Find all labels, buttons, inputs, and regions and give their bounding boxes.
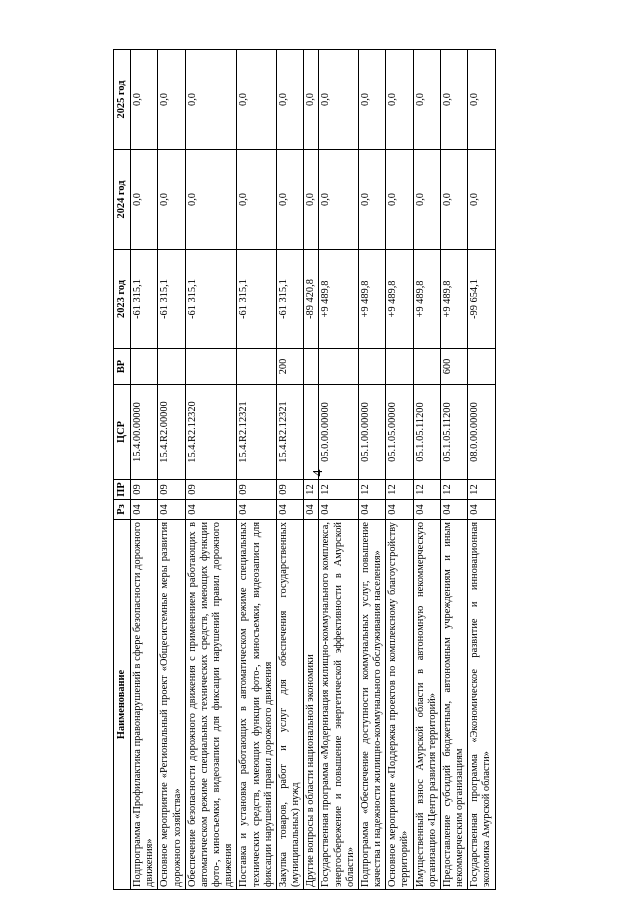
row-pr: 12 [319,480,359,500]
row-vr: 600 [440,349,467,385]
row-name: Государственная программа «Экономическое развитие и инновационная экономика Амурской области» [468,520,495,890]
header-pr: ПР [114,480,131,500]
row-2023: -61 315,1 [276,250,303,349]
row-csr: 05.1.00.00000 [358,385,385,480]
row-2023: +9 489,8 [440,250,467,349]
row-rz: 04 [440,500,467,520]
row-pr: 12 [304,480,319,500]
row-csr: 15.4.R2.12320 [185,385,237,480]
table-row [468,50,495,890]
row-pr: 09 [131,480,158,500]
row-pr: 09 [185,480,237,500]
row-name: Обеспечение безопасности дорожного движения с применением работающих в автоматическом режиме специальных технических средств, имеющих функции фото-, киносъемки, видеозаписи для фиксации нарушений правил дорожного движения [185,520,237,890]
table-row [276,50,303,890]
row-2025: 0,0 [185,50,237,150]
table-row [413,50,440,890]
table-row [185,50,237,890]
page-number: 4 [311,469,326,477]
row-csr: 15.4.R2.12321 [276,385,303,480]
row-rz: 04 [358,500,385,520]
row-2023: -61 315,1 [158,250,185,349]
header-csr: ЦСР [114,385,131,480]
row-2023: +9 489,8 [358,250,385,349]
row-rz: 04 [386,500,413,520]
row-name: Имущественный взнос Амурской области в автономную некоммерческую организацию «Центр развития территорий» [413,520,440,890]
table-row [304,50,319,890]
row-name: Подпрограмма «Профилактика правонарушений в сфере безопасности дорожного движения» [131,520,158,890]
row-2024: 0,0 [237,150,277,250]
row-vr [131,349,158,385]
row-rz: 04 [185,500,237,520]
row-name: Основное мероприятие «Поддержка проектов по комплексному благоустройству территорий» [386,520,413,890]
table-row [131,50,158,890]
row-rz: 04 [131,500,158,520]
row-2025: 0,0 [386,50,413,150]
row-2024: 0,0 [386,150,413,250]
row-csr: 15.4.R2.12321 [237,385,277,480]
row-rz: 04 [413,500,440,520]
row-2025: 0,0 [413,50,440,150]
row-pr: 09 [276,480,303,500]
row-2024: 0,0 [440,150,467,250]
header-name: Наименование [114,520,131,890]
row-2025: 0,0 [158,50,185,150]
row-2023: -61 315,1 [131,250,158,349]
row-vr [358,349,385,385]
row-2025: 0,0 [131,50,158,150]
row-csr [304,385,319,480]
row-2024: 0,0 [468,150,495,250]
row-rz: 04 [237,500,277,520]
row-rz: 04 [276,500,303,520]
row-csr: 05.1.05.00000 [386,385,413,480]
row-2025: 0,0 [468,50,495,150]
row-name: Государственная программа «Модернизация жилищно-коммунального комплекса, энергосбережение и повышение энергетической эффективности в Амурской области» [319,520,359,890]
row-rz: 04 [158,500,185,520]
table-row [158,50,185,890]
row-csr: 08.0.00.00000 [468,385,495,480]
rotated-page [113,50,553,890]
row-2024: 0,0 [131,150,158,250]
row-2024: 0,0 [304,150,319,250]
row-name: Основное мероприятие «Региональный проект «Общесистемные меры развития дорожного хозяйства» [158,520,185,890]
table-row [440,50,467,890]
row-2023: +9 489,8 [319,250,359,349]
row-pr: 12 [440,480,467,500]
row-name: Другие вопросы в области национальной экономики [304,520,319,890]
row-vr [386,349,413,385]
row-csr: 05.1.05.11200 [413,385,440,480]
row-pr: 12 [358,480,385,500]
row-pr: 12 [413,480,440,500]
row-vr [158,349,185,385]
row-2024: 0,0 [158,150,185,250]
row-csr: 05.1.05.11200 [440,385,467,480]
header-rz: Рз [114,500,131,520]
row-rz: 04 [319,500,359,520]
row-2023: -61 315,1 [237,250,277,349]
table-header-row [114,50,131,890]
row-2024: 0,0 [185,150,237,250]
row-vr [468,349,495,385]
header-vr: ВР [114,349,131,385]
row-vr [237,349,277,385]
row-name: Предоставление субсидий бюджетным, автономным учреждениям и иным некоммерческим организациям [440,520,467,890]
row-pr: 09 [158,480,185,500]
row-2023: -89 420,8 [304,250,319,349]
row-2024: 0,0 [276,150,303,250]
row-vr: 200 [276,349,303,385]
row-2023: +9 489,8 [386,250,413,349]
row-2025: 0,0 [276,50,303,150]
row-rz: 04 [468,500,495,520]
row-2024: 0,0 [358,150,385,250]
budget-table [113,49,496,890]
row-pr: 12 [386,480,413,500]
row-rz: 04 [304,500,319,520]
row-csr: 05.0.00.00000 [319,385,359,480]
row-2025: 0,0 [358,50,385,150]
row-vr [304,349,319,385]
row-2025: 0,0 [440,50,467,150]
row-vr [413,349,440,385]
table-row [386,50,413,890]
row-csr: 15.4.00.00000 [131,385,158,480]
row-name: Закупка товаров, работ и услуг для обеспечения государственных (муниципальных) нужд [276,520,303,890]
row-csr: 15.4.R2.00000 [158,385,185,480]
row-pr: 12 [468,480,495,500]
table-row [237,50,277,890]
row-name: Поставка и установка работающих в автоматическом режиме специальных технических средств, имеющих функции фото-, киносъемки, видеозаписи для фиксации нарушений правил дорожного движения [237,520,277,890]
header-2023: 2023 год [114,250,131,349]
row-2023: -61 315,1 [185,250,237,349]
table-row [358,50,385,890]
row-2024: 0,0 [319,150,359,250]
row-2025: 0,0 [319,50,359,150]
row-2025: 0,0 [237,50,277,150]
row-2023: +9 489,8 [413,250,440,349]
header-2024: 2024 год [114,150,131,250]
table-row [319,50,359,890]
row-2025: 0,0 [304,50,319,150]
header-2025: 2025 год [114,50,131,150]
row-2024: 0,0 [413,150,440,250]
row-name: Подпрограмма «Обеспечение доступности коммунальных услуг, повышение качества и надежности жилищно-коммунального обслуживания населения» [358,520,385,890]
row-pr: 09 [237,480,277,500]
row-vr [319,349,359,385]
row-vr [185,349,237,385]
row-2023: -99 654,1 [468,250,495,349]
